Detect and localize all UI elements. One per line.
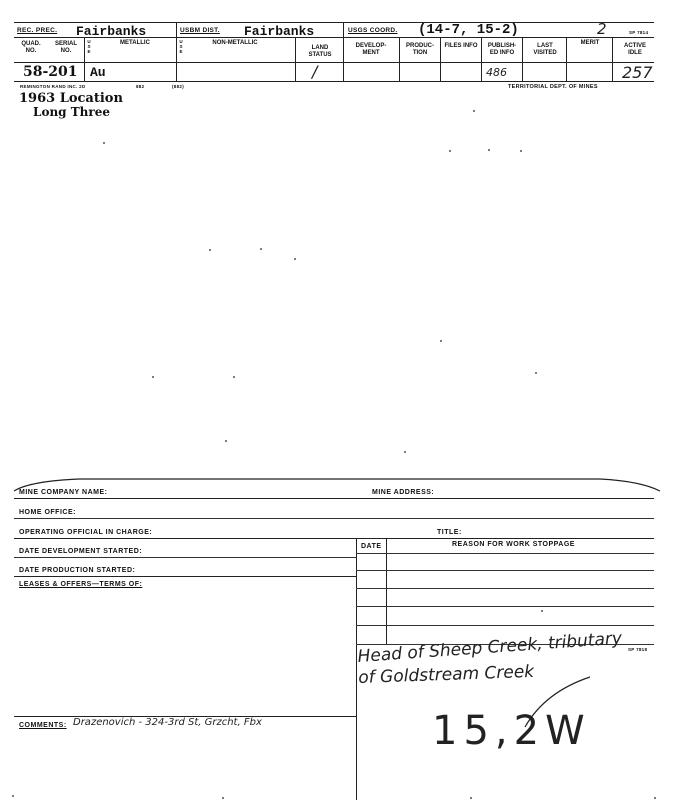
published-value: 486 xyxy=(486,66,507,79)
leases-label: LEASES & OFFERS—TERMS OF: xyxy=(19,581,143,588)
usgs-coord-label: USGS COORD. xyxy=(348,27,398,34)
mine-address-label: MINE ADDRESS: xyxy=(372,489,435,496)
rec-prec-value: Fairbanks xyxy=(76,24,147,39)
date-column-label: DATE xyxy=(361,543,382,550)
usgs-coord-extra: 2 xyxy=(597,20,607,38)
col-div-4 xyxy=(343,37,344,81)
col-div-9 xyxy=(566,37,567,81)
speck xyxy=(103,142,105,144)
mine-company-label: MINE COMPANY NAME: xyxy=(19,489,108,496)
date-dev-rule xyxy=(14,557,356,558)
usbm-dist-label: USBM DIST. xyxy=(180,27,220,34)
printer-code: 882 xyxy=(136,84,145,89)
col-development: DEVELOP- MENT xyxy=(355,43,387,56)
handwritten-note-line2: of Goldstream Creek xyxy=(358,661,535,688)
operating-official-rule xyxy=(14,538,654,539)
col-last-visited: LAST VISITED xyxy=(533,43,557,56)
col-div-7 xyxy=(481,37,482,81)
speck xyxy=(225,440,227,442)
column-header-bottom-rule xyxy=(14,62,654,63)
land-status-value: / xyxy=(312,62,318,81)
col-serial-no: SERIAL NO. xyxy=(54,41,77,54)
speck xyxy=(488,149,490,151)
col-use-metallic: U S E xyxy=(87,39,91,54)
printer-label: REMINGTON RAND INC. 2D xyxy=(20,84,86,89)
rec-prec-label: REC. PREC. xyxy=(17,27,58,34)
serial-value: 58-201 xyxy=(23,64,78,80)
col-div-5 xyxy=(399,37,400,81)
col-production: PRODUC- TION xyxy=(406,43,434,56)
comments-value: Drazenovich - 324-3rd St, Grzcht, Fbx xyxy=(73,717,262,728)
col-files-info: FILES INFO xyxy=(444,43,478,49)
home-office-rule xyxy=(14,518,654,519)
active-value: 257 xyxy=(622,63,653,82)
form-number: SP 7814 xyxy=(629,30,649,35)
usgs-coord-value: (14-7, 15-2) xyxy=(418,22,519,38)
col-div-3 xyxy=(295,37,296,81)
header-divider-1 xyxy=(176,22,177,37)
col-use-nonmetallic: U S E xyxy=(179,39,183,54)
stoppage-rule-1 xyxy=(356,570,654,571)
col-div-8 xyxy=(522,37,523,81)
speck xyxy=(440,340,442,342)
speck xyxy=(535,372,537,374)
col-div-10 xyxy=(612,37,613,81)
col-non-metallic: NON-METALLIC xyxy=(212,40,258,46)
stoppage-rule-4 xyxy=(356,625,654,626)
col-land-status: LAND STATUS xyxy=(308,45,332,58)
col-quad-no: QUAD. NO. xyxy=(21,41,41,54)
comments-label: COMMENTS: xyxy=(19,722,67,729)
stoppage-rule-2 xyxy=(356,588,654,589)
home-office-label: HOME OFFICE: xyxy=(19,509,76,516)
handwritten-big-note: 15,2W xyxy=(432,708,591,754)
printer-code-2: (882) xyxy=(172,84,185,89)
col-div-2 xyxy=(176,37,177,81)
speck xyxy=(541,610,543,612)
speck xyxy=(520,150,522,152)
speck xyxy=(209,249,211,251)
speck xyxy=(12,795,14,797)
date-prod-label: DATE PRODUCTION STARTED: xyxy=(19,567,136,574)
location-line: 1963 Location xyxy=(19,91,123,106)
col-merit: MERIT xyxy=(580,40,600,46)
reason-header-rule xyxy=(356,553,654,554)
date-prod-rule xyxy=(14,576,356,577)
col-active-idle: ACTIVE IDLE xyxy=(623,43,646,56)
territorial-label: TERRITORIAL DEPT. OF MINES xyxy=(508,84,598,90)
col-metallic: METALLIC xyxy=(120,40,150,46)
form-number-2: SP 7818 xyxy=(628,647,648,652)
speck xyxy=(233,376,235,378)
reason-label: REASON FOR WORK STOPPAGE xyxy=(452,541,575,548)
speck xyxy=(449,150,451,152)
col-div-6 xyxy=(440,37,441,81)
stoppage-rule-3 xyxy=(356,606,654,607)
col-div-1 xyxy=(84,37,85,81)
speck xyxy=(404,451,406,453)
col-published-info: PUBLISH- ED INFO xyxy=(487,43,517,56)
speck xyxy=(473,110,475,112)
row-bottom-rule xyxy=(14,81,654,82)
speck xyxy=(152,376,154,378)
metallic-value: Au xyxy=(90,65,106,80)
speck xyxy=(470,797,472,799)
mine-company-rule xyxy=(14,498,654,499)
speck xyxy=(222,797,224,799)
speck xyxy=(294,258,296,260)
speck xyxy=(654,797,656,799)
top-rule xyxy=(14,22,654,23)
right-panel-divider xyxy=(356,538,357,800)
handwritten-note-line1: Head of Sheep Creek, tributary xyxy=(357,628,623,667)
location-name: Long Three xyxy=(33,105,110,119)
operating-official-label: OPERATING OFFICIAL IN CHARGE: xyxy=(19,529,153,536)
title-label: TITLE: xyxy=(437,529,462,536)
usbm-dist-value: Fairbanks xyxy=(244,24,315,39)
speck xyxy=(260,248,262,250)
date-dev-label: DATE DEVELOPMENT STARTED: xyxy=(19,548,143,555)
header-divider-2 xyxy=(343,22,344,37)
